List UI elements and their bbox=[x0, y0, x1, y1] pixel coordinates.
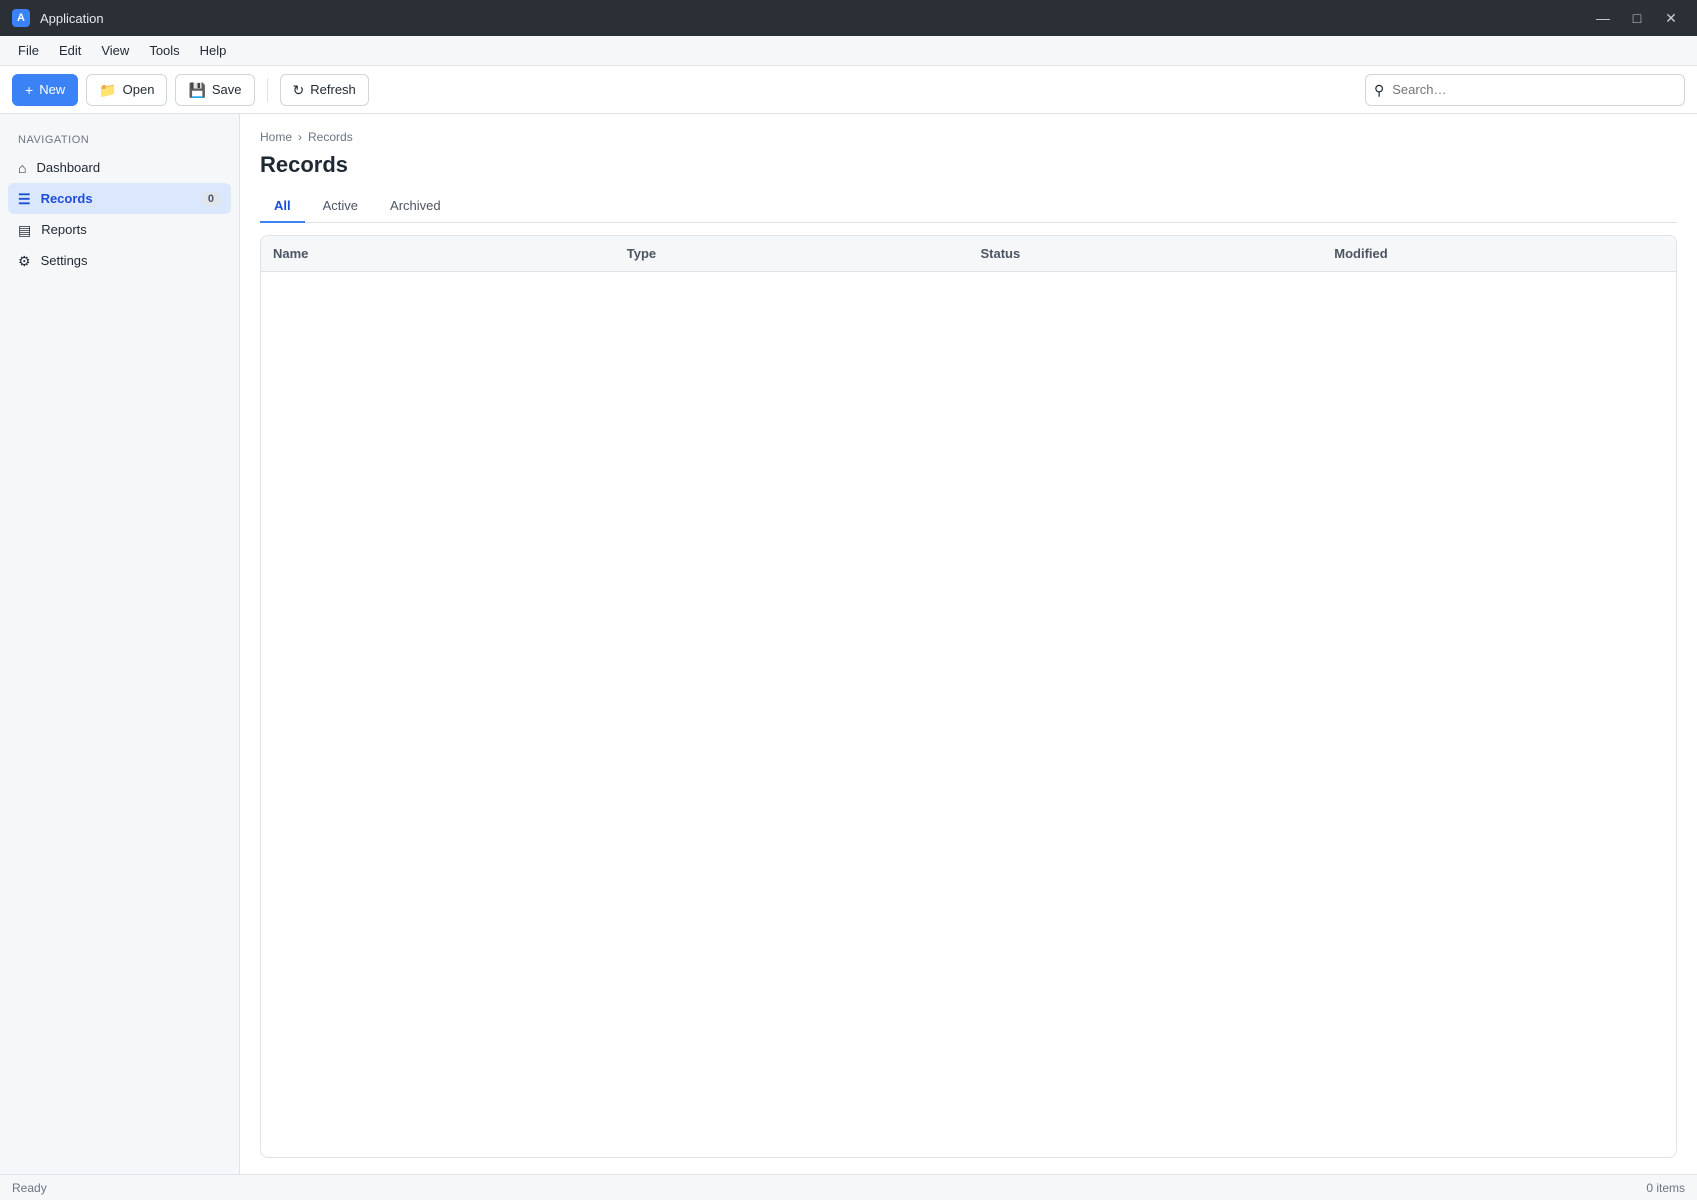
title-bar[interactable] bbox=[0, 0, 1697, 36]
save-icon: 💾 bbox=[188, 81, 206, 98]
menu-item-help[interactable]: Help bbox=[199, 43, 227, 58]
sidebar-item-label: Dashboard bbox=[36, 160, 101, 175]
sidebar-item-records[interactable] bbox=[8, 183, 231, 214]
column-header[interactable]: Modified bbox=[1322, 236, 1676, 272]
column-header[interactable]: Type bbox=[615, 236, 969, 272]
maximize-icon: □ bbox=[1632, 10, 1642, 26]
tab-active[interactable]: Active bbox=[322, 198, 359, 213]
minimize-button[interactable] bbox=[1589, 7, 1617, 29]
maximize-button[interactable] bbox=[1623, 7, 1651, 29]
window-controls bbox=[1589, 7, 1685, 29]
refresh-button-label: Refresh bbox=[310, 82, 356, 97]
open-button[interactable] bbox=[86, 74, 167, 106]
page-title: Records bbox=[260, 152, 349, 177]
app-icon: A bbox=[12, 9, 30, 27]
home-icon: ⌂ bbox=[18, 159, 27, 176]
save-button-label: Save bbox=[211, 82, 242, 97]
tab-all[interactable]: All bbox=[260, 190, 305, 223]
table-container bbox=[260, 235, 1677, 1158]
sidebar-item-settings[interactable] bbox=[8, 245, 231, 276]
status-text: Ready bbox=[12, 1180, 47, 1195]
tab-bar bbox=[260, 190, 1677, 223]
breadcrumb bbox=[260, 130, 1677, 144]
breadcrumb-separator-icon: › bbox=[298, 130, 303, 144]
close-icon: ✕ bbox=[1665, 10, 1677, 26]
minimize-icon: — bbox=[1596, 10, 1610, 26]
chart-icon: ▤ bbox=[18, 221, 32, 238]
new-button-label: New bbox=[39, 82, 66, 97]
folder-icon: 📁 bbox=[99, 81, 117, 98]
sidebar-list bbox=[8, 152, 231, 276]
plus-icon: + bbox=[25, 81, 34, 98]
table-header-row bbox=[261, 236, 1676, 272]
sidebar-item-count: 0 bbox=[201, 192, 221, 206]
breadcrumb-item[interactable]: Records bbox=[308, 130, 353, 144]
list-icon: ☰ bbox=[18, 190, 31, 207]
tab-archived[interactable]: Archived bbox=[390, 198, 441, 213]
sidebar-item-reports[interactable] bbox=[8, 214, 231, 245]
column-header[interactable]: Status bbox=[969, 236, 1323, 272]
menu-bar bbox=[0, 36, 1697, 66]
toolbar-divider bbox=[267, 78, 268, 102]
menu-item-file[interactable]: File bbox=[18, 43, 39, 58]
menu-item-view[interactable]: View bbox=[101, 43, 130, 58]
data-table bbox=[261, 236, 1676, 272]
breadcrumb-item[interactable]: Home bbox=[260, 130, 293, 144]
sidebar-item-label: Settings bbox=[40, 253, 88, 268]
sidebar-item-dashboard[interactable] bbox=[8, 152, 231, 183]
sidebar-item-label: Reports bbox=[41, 222, 87, 237]
refresh-button[interactable] bbox=[280, 74, 369, 106]
app-body bbox=[0, 114, 1697, 1174]
close-button[interactable] bbox=[1657, 7, 1685, 29]
status-bar bbox=[0, 1174, 1697, 1200]
sidebar-item-label: Records bbox=[40, 191, 93, 206]
open-button-label: Open bbox=[122, 82, 155, 97]
menu-item-tools[interactable]: Tools bbox=[149, 43, 180, 58]
refresh-icon: ↻ bbox=[292, 81, 305, 98]
gear-icon: ⚙ bbox=[18, 252, 31, 269]
menu-item-edit[interactable]: Edit bbox=[58, 43, 82, 58]
main-content bbox=[240, 114, 1697, 1174]
search-box[interactable] bbox=[1365, 74, 1685, 106]
save-button[interactable] bbox=[175, 74, 254, 106]
sidebar bbox=[0, 114, 240, 1174]
search-icon: ⚲ bbox=[1374, 81, 1385, 98]
search-input[interactable] bbox=[1390, 81, 1676, 98]
toolbar bbox=[0, 66, 1697, 114]
sidebar-heading: NAVIGATION bbox=[18, 134, 90, 146]
column-header[interactable]: Name bbox=[261, 236, 615, 272]
window-title: Application bbox=[40, 10, 104, 26]
item-count: 0 items bbox=[1646, 1180, 1685, 1195]
new-button[interactable] bbox=[12, 74, 78, 106]
